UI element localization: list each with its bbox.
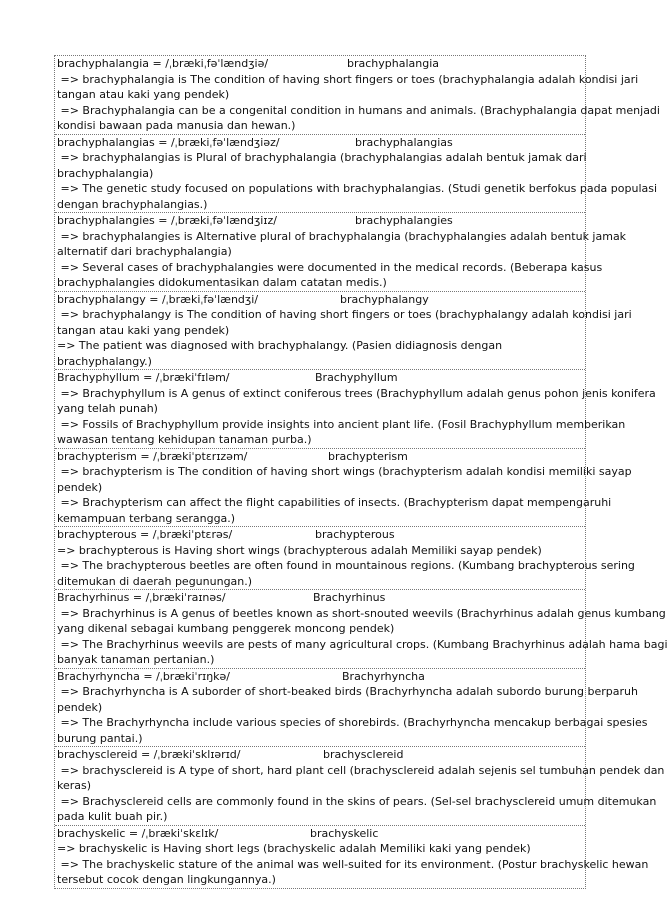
dictionary-table xyxy=(54,55,668,889)
definition-line-2: pendek) xyxy=(57,480,103,494)
definition-line-2: keras) xyxy=(57,779,92,792)
entry-header xyxy=(55,826,585,842)
term-word: brachyphalangies xyxy=(355,214,453,227)
entry-header xyxy=(55,292,585,308)
entry-brachysclereid xyxy=(55,747,665,826)
entry-header xyxy=(55,213,585,229)
definition-line-2: alternatif dari brachyphalangia) xyxy=(57,245,232,258)
example-line-2: kondisi bawaan pada manusia dan hewan.) xyxy=(57,119,296,132)
term-word: Brachyrhyncha xyxy=(342,669,425,683)
example-line-2: dengan brachyphalangias.) xyxy=(57,197,208,211)
entry-header xyxy=(55,527,585,543)
example-line-1: => Brachysclereid cells are commonly found in the skins of pears. (Sel-sel brachysclereid umum ditemukan xyxy=(57,794,657,808)
term-pronunciation: Brachyrhyncha = /ˌbrækiˈrɪŋkə/ xyxy=(57,669,231,683)
example-line-2: ditemukan di daerah pegunungan.) xyxy=(57,574,253,588)
definition-line-2: tangan atau kaki yang pendek) xyxy=(57,88,230,101)
definition-line-1: => brachysclereid is A type of short, hard plant cell (brachysclereid adalah sejenis sel tumbuhan pendek dan xyxy=(57,763,665,777)
entry-brachyskelic xyxy=(55,826,649,888)
term-word: brachyskelic xyxy=(310,826,379,840)
term-pronunciation: Brachyphyllum = /ˌbrækiˈfɪləm/ xyxy=(57,371,230,384)
term-pronunciation: brachyphalangia = /ˌbrækiˌfəˈlændʒiə/ xyxy=(57,57,269,70)
term-pronunciation: brachypterism = /ˌbrækiˈptɛrɪzəm/ xyxy=(57,449,248,463)
definition-line-1: => brachyphalangy is The condition of having short fingers or toes (brachyphalangy adalah kondisi jari xyxy=(57,308,632,321)
term-pronunciation: brachyskelic = /ˌbrækiˈskɛlɪk/ xyxy=(57,826,219,840)
entry-brachyphalangy xyxy=(55,292,632,371)
term-pronunciation: Brachyrhinus = /ˌbrækiˈraɪnəs/ xyxy=(57,591,226,604)
example-line-1: => The brachyskelic stature of the animal was well-suited for its environment. (Postur brachyskelic hewan xyxy=(57,857,649,871)
example-line-2: burung pantai.) xyxy=(57,731,143,745)
example-line-1: => The genetic study focused on populations with brachyphalangias. (Studi genetik berfokus pada populasi xyxy=(57,182,658,195)
term-word: brachyphalangias xyxy=(355,135,453,149)
entry-brachyrhyncha xyxy=(55,669,648,748)
example-line-2: kemampuan terbang serangga.) xyxy=(57,511,236,525)
definition-line-1: => Brachyrhyncha is A suborder of short-beaked birds (Brachyrhyncha adalah subordo burung berparuh xyxy=(57,685,638,698)
entry-brachyphalangia xyxy=(55,56,660,135)
term-pronunciation: brachyphalangy = /ˌbrækiˌfəˈlændʒi/ xyxy=(57,292,259,306)
definition-line-1: => brachypterism is The condition of having short wings (brachypterism adalah kondisi memiliki sayap xyxy=(57,465,632,478)
term-word: brachypterous xyxy=(315,528,395,541)
definition-line-1: => brachypterous is Having short wings (brachypterous adalah Memiliki sayap pendek) xyxy=(57,543,542,557)
definition-line-1: => brachyphalangias is Plural of brachyphalangia (brachyphalangias adalah bentuk jamak dari xyxy=(57,151,587,164)
definition-line-2: brachyphalangia) xyxy=(57,166,154,180)
example-line-1: => The brachypterous beetles are often found in mountainous regions. (Kumbang brachypterous sering xyxy=(57,559,635,572)
entry-brachypterism xyxy=(55,449,632,528)
example-line-2: banyak tanaman pertanian.) xyxy=(57,653,215,666)
term-pronunciation: brachysclereid = /ˌbrækiˈsklɪərɪd/ xyxy=(57,748,241,761)
example-line-2: tersebut cocok dengan lingkungannya.) xyxy=(57,873,276,886)
entry-header xyxy=(55,669,585,685)
entry-header xyxy=(55,56,585,72)
example-line-2: pada kulit buah pir.) xyxy=(57,810,168,823)
example-line-2: brachyphalangies didokumentasikan dalam catatan medis.) xyxy=(57,276,387,289)
term-pronunciation: brachypterous = /ˌbrækiˈptɛrəs/ xyxy=(57,528,233,541)
example-line-1: => Brachyphalangia can be a congenital condition in humans and animals. (Brachyphalangia dapat menjadi xyxy=(57,103,660,117)
entry-brachyphyllum xyxy=(55,370,656,449)
entry-header xyxy=(55,135,585,151)
definition-line-2: yang dikenal sebagai kumbang penggerek moncong pendek) xyxy=(57,622,395,635)
entry-header xyxy=(55,747,585,763)
entry-header xyxy=(55,370,585,386)
entry-brachyphalangies xyxy=(55,213,627,292)
example-line-1: => Fossils of Brachyphyllum provide insights into ancient plant life. (Fosil Brachyphyllum memberikan xyxy=(57,417,626,431)
definition-line-2: tangan atau kaki yang pendek) xyxy=(57,323,230,337)
definition-line-1: => Brachyphyllum is A genus of extinct coniferous trees (Brachyphyllum adalah genus pohon jenis konifera xyxy=(57,386,656,400)
entry-brachyrhinus xyxy=(55,590,668,669)
example-line-1: => The patient was diagnosed with brachyphalangy. (Pasien didiagnosis dengan brachyphalangy.) xyxy=(57,339,503,368)
definition-line-1: => brachyphalangia is The condition of having short fingers or toes (brachyphalangia adalah kondisi jari xyxy=(57,72,639,86)
example-line-1: => The Brachyrhinus weevils are pests of many agricultural crops. (Kumbang Brachyrhinus adalah hama bagi xyxy=(57,637,668,651)
definition-line-1: => brachyphalangies is Alternative plural of brachyphalangia (brachyphalangies adalah bentuk jamak xyxy=(57,229,627,243)
term-word: brachyphalangy xyxy=(340,292,429,306)
term-word: Brachyphyllum xyxy=(315,371,398,384)
example-line-1: => Several cases of brachyphalangies were documented in the medical records. (Beberapa kasus xyxy=(57,260,603,274)
example-line-1: => Brachypterism can affect the flight capabilities of insects. (Brachypterism dapat mempengaruhi xyxy=(57,496,612,509)
term-word: brachysclereid xyxy=(323,748,404,761)
example-line-1: => The Brachyrhyncha include various species of shorebirds. (Brachyrhyncha mencakup berbagai spesies xyxy=(57,716,648,729)
definition-line-1: => brachyskelic is Having short legs (brachyskelic adalah Memiliki kaki yang pendek) xyxy=(57,842,531,855)
term-pronunciation: brachyphalangies = /ˌbrækiˌfəˈlændʒiɪz/ xyxy=(57,214,277,227)
entry-header xyxy=(55,590,585,606)
definition-line-2: yang telah punah) xyxy=(57,402,158,415)
entry-brachyphalangias xyxy=(55,135,658,214)
example-line-2: wawasan tentang kehidupan tanaman purba.) xyxy=(57,433,312,446)
definition-line-2: pendek) xyxy=(57,700,103,714)
term-word: brachyphalangia xyxy=(347,57,440,70)
definition-line-1: => Brachyrhinus is A genus of beetles known as short-snouted weevils (Brachyrhinus adalah genus kumbang xyxy=(57,606,666,620)
entry-header xyxy=(55,449,585,465)
term-pronunciation: brachyphalangias = /ˌbrækiˌfəˈlændʒiəz/ xyxy=(57,135,280,149)
term-word: Brachyrhinus xyxy=(313,591,386,604)
entry-brachypterous xyxy=(55,527,635,590)
term-word: brachypterism xyxy=(328,449,408,463)
